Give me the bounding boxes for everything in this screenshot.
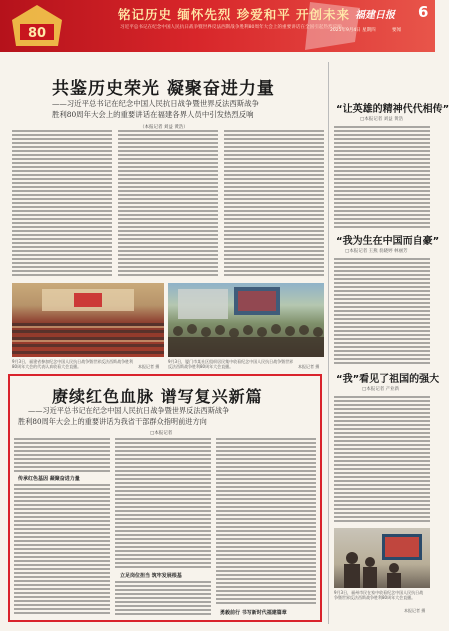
feature-headline: 赓续红色血脉 谱写复兴新篇 xyxy=(52,387,263,406)
feature-byline: □本报记者 xyxy=(150,431,173,436)
lead-body-col1 xyxy=(12,130,112,278)
lead-credit-left: 本报记者 摄 xyxy=(138,364,160,369)
lead-photo-crowd xyxy=(168,283,324,357)
family-tv-scene-icon xyxy=(334,528,430,588)
right-story3-body xyxy=(334,396,430,522)
feature-subhead-line2: 胜利80周年大会上的重要讲话为我省干部群众指明前进方向 xyxy=(18,417,207,426)
feature-body-col2-a xyxy=(115,438,211,568)
right-photo-family xyxy=(334,528,430,588)
feature-body-col2-b xyxy=(115,581,211,616)
section-name: 要闻 xyxy=(392,28,401,33)
right-story2-body xyxy=(334,258,430,364)
feature-body-col1-b xyxy=(14,484,110,616)
column-divider xyxy=(328,62,329,624)
issue-date: 2025年9月4日 星期四 xyxy=(330,28,376,33)
crowd-scene-icon xyxy=(168,283,324,357)
feature-photo-credit: 本报记者 摄 xyxy=(404,608,426,613)
lead-photo-hall xyxy=(12,283,164,357)
hall-scene-icon xyxy=(12,283,164,357)
lead-caption-right: 9月3日，厦门市某社区组织居民集中收看纪念中国人民抗日战争暨世界反法西斯战争胜利80周年大会直播。 xyxy=(168,359,294,369)
lead-byline: （本报记者 刘益 黄浩） xyxy=(140,125,188,130)
right-story2-byline: □本报记者 王燕 翁晓婷 林丽芳 xyxy=(345,249,408,254)
lead-credit-right: 本报记者 摄 xyxy=(298,364,320,369)
masthead-banner xyxy=(0,0,435,52)
emblem-number: 80 xyxy=(27,26,47,41)
right-story1-body xyxy=(334,126,430,228)
right-story2-headline: “我为生在中国而自豪” xyxy=(336,236,440,247)
banner-subline: 习近平总书记在纪念中国人民抗日战争暨世界反法西斯战争胜利80周年大会上的重要讲话在全国引起热烈反响 xyxy=(120,25,342,30)
lead-subhead-line2: 胜利80周年大会上的重要讲话在福建各界人员中引发热烈反响 xyxy=(52,110,254,119)
right-story1-byline: □本报记者 刘益 黄浩 xyxy=(360,117,404,122)
banner-slogan: 铭记历史 缅怀先烈 珍爱和平 开创未来 xyxy=(118,7,351,22)
right-story1-headline: “让英雄的精神代代相传” xyxy=(336,104,449,115)
feature-body-col1-a xyxy=(14,438,110,472)
right-story3-byline: □本报记者 产业新 xyxy=(362,387,400,392)
newspaper-name: 福建日报 xyxy=(355,10,395,21)
page-number: 6 xyxy=(418,3,429,21)
lead-body-col3 xyxy=(224,130,324,278)
lead-subhead-line1: ——习近平总书记在纪念中国人民抗日战争暨世界反法西斯战争 xyxy=(52,99,259,108)
feature-inline-head1: 传承红色基因 凝聚奋进力量 xyxy=(18,476,80,482)
feature-body-col3-a xyxy=(216,438,316,606)
feature-inline-head3: 勇毅前行 书写新时代福建篇章 xyxy=(220,610,287,616)
feature-inline-head2: 立足岗位担当 筑牢发展根基 xyxy=(120,573,182,579)
feature-subhead-line1: ——习近平总书记在纪念中国人民抗日战争暨世界反法西斯战争 xyxy=(28,406,230,415)
feature-photo-caption: 9月3日，福州市民在家中收看纪念中国人民抗日战争暨世界反法西斯战争胜利80周年大会直播。 xyxy=(334,590,424,600)
lead-caption-left: 9月3日，福建省参加纪念中国人民抗日战争暨世界反法西斯战争胜利80周年大会的代表认真收看大会直播。 xyxy=(12,359,134,369)
lead-headline: 共鉴历史荣光 凝聚奋进力量 xyxy=(52,79,275,99)
right-story3-headline: “我”看见了祖国的强大 xyxy=(336,374,440,385)
lead-body-col2 xyxy=(118,130,218,278)
anniversary-emblem-icon xyxy=(6,2,68,50)
